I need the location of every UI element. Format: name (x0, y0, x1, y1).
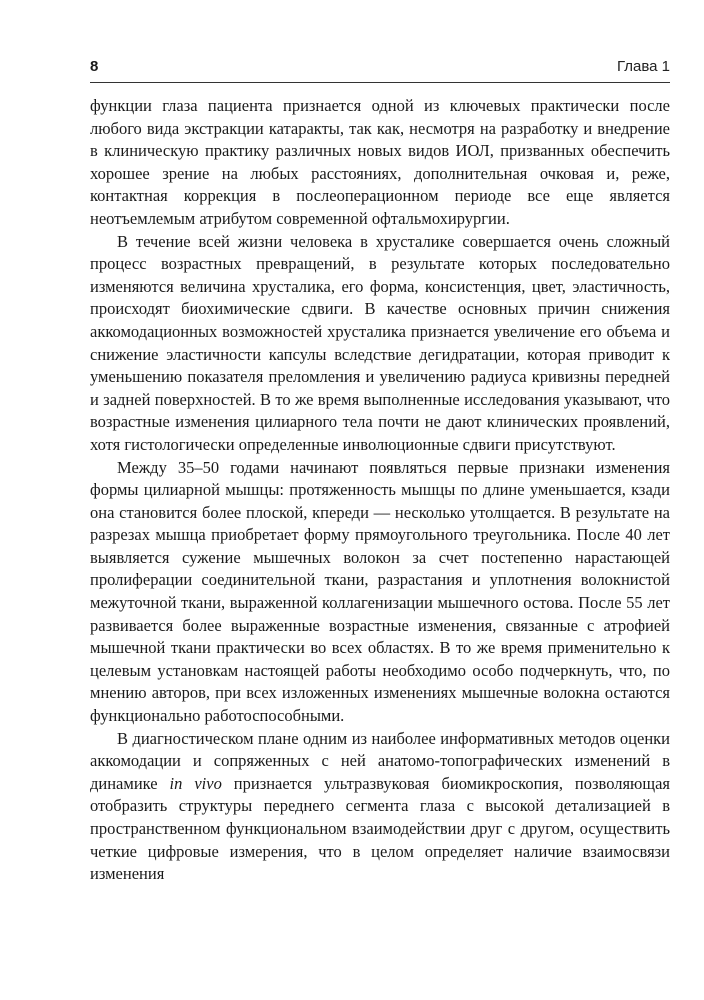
paragraph-1: функции глаза пациента признается одной из ключевых практически после любого вида экстракции катаракты, так как, несмотря на разработку и внедрение в клиническую практику различных новых видов ИОЛ, призванных обеспечить хорошее зрение на любых расстояниях, дополнительная очковая и, реже, контактная коррекция в послеоперационном периоде все еще является неотъемлемым атрибутом современной офтальмохирургии. (90, 96, 670, 228)
paragraph-4-text-end: признается ультразвуковая биомикроскопия, позволяющая отобразить структуры переднего сегмента глаза с высокой детализацией в пространственном функциональном взаимодействии друг с другом, осуществить четкие цифровые измерения, что в целом определяет наличие взаимосвязи изменения (90, 773, 670, 884)
page-number: 8 (90, 58, 99, 75)
body-text (90, 95, 670, 886)
paragraph-2: В течение всей жизни человека в хрусталике совершается очень сложный процесс возрастных превращений, в результате которых последовательно изменяются величина хрусталика, его форма, консистенция, цвет, эластичность, происходят биохимические сдвиги. В качестве основных причин снижения аккомодационных возможностей хрусталика признается увеличение его объема и снижение эластичности капсулы вследствие дегидратации, которая приводит к уменьшению показателя преломления и увеличению радиуса кривизны передней и задней поверхностей. В то же время выполненные исследования указывают, что возрастные изменения цилиарного тела почти не дают клинических проявлений, хотя гистологически определенные инволюционные сдвиги присутствуют. (90, 231, 670, 454)
paragraph-3: Между 35–50 годами начинают появляться первые признаки изменения формы цилиарной мышцы: протяженность мышцы по длине уменьшается, кзади она становится более плоской, кпереди — несколько утолщается. В результате на разрезах мышца приобретает форму прямоугольного треугольника. После 40 лет выявляется сужение мышечных волокон за счет постепенно нарастающей пролиферации соединительной ткани, разрастания и уплотнения волокнистой межуточной ткани, выраженной коллагенизации мышечного остова. После 55 лет развивается более выраженные возрастные изменения, связанные с атрофией мышечной ткани практически во всех областях. В то же время применительно к целевым установкам настоящей работы необходимо особо подчеркнуть, что, по мнению авторов, при всех изложенных изменениях мышечные волокна остаются функционально работоспособными. (90, 457, 670, 726)
paragraph-4-text-start: В диагностическом плане одним из наиболее информативных методов оценки аккомодации и сопряженных с ней анатомо-топографических изменений в динамике (90, 728, 670, 793)
chapter-label: Глава 1 (616, 58, 670, 75)
paragraph-4 (90, 728, 670, 886)
paragraph-4-italic-term: in vivo (169, 773, 222, 793)
running-header (90, 58, 670, 83)
book-page (90, 58, 670, 886)
